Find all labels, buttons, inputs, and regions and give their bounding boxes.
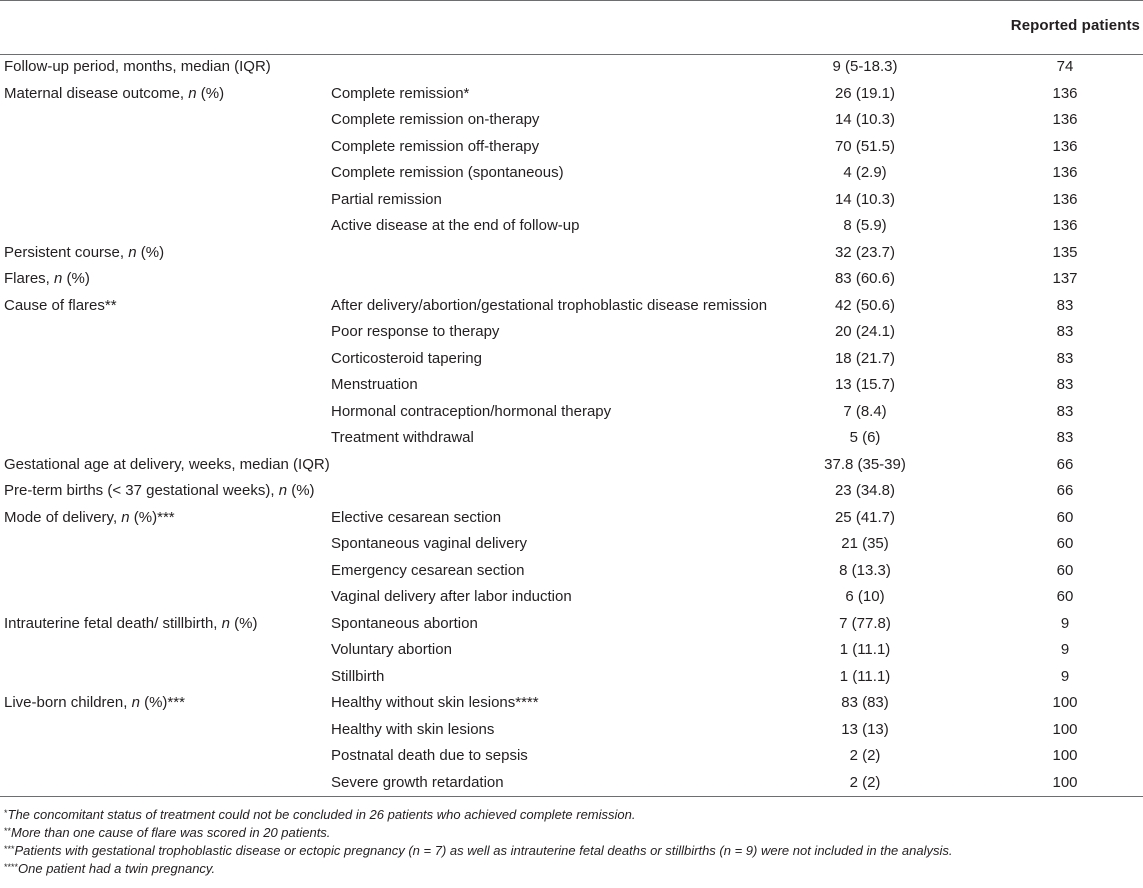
table-row: [0, 346, 1143, 373]
cell-reported-patients: 100: [1052, 720, 1078, 738]
table-row: [0, 240, 1143, 267]
table-row: [0, 717, 1143, 744]
characteristic-text: Pre-term births (< 37 gestational weeks),: [4, 482, 279, 499]
cell-reported-patients: 9: [1060, 614, 1070, 632]
cell-subcategory: Partial remission: [331, 190, 442, 208]
cell-reported-patients: 9: [1060, 641, 1070, 658]
table-row: [0, 690, 1143, 717]
table-row: [0, 319, 1143, 346]
characteristic-text: Cause of flares**: [4, 296, 117, 314]
table-row: [0, 399, 1143, 426]
cell-subcategory: Complete remission*: [331, 84, 470, 102]
characteristic-italic-n: n: [121, 508, 130, 526]
table-bottom-rule: [0, 796, 1143, 797]
footnote-mark: *: [4, 808, 8, 818]
characteristic-suffix: (%): [196, 84, 225, 102]
characteristic-text: Intrauterine fetal death/ stillbirth,: [4, 614, 222, 632]
cell-reported-patients: 83: [1056, 402, 1074, 420]
cell-reported-patients: 60: [1056, 535, 1074, 552]
cell-value: 1 (11.1): [839, 641, 891, 658]
cell-subcategory: Menstruation: [331, 376, 418, 393]
cell-reported-patients: 66: [1056, 455, 1074, 473]
cell-reported-patients: 136: [1052, 84, 1078, 102]
cell-value: 25 (41.7): [834, 508, 896, 526]
cell-value: 13 (15.7): [834, 376, 896, 393]
table-row: [0, 134, 1143, 161]
table-row: [0, 452, 1143, 479]
cell-value: 13 (13): [841, 720, 889, 738]
table-row: [0, 213, 1143, 240]
cell-subcategory: Postnatal death due to sepsis: [331, 747, 528, 764]
footnote-text: The concomitant status of treatment could not be concluded in 26 patients who achieved complete remission.: [7, 807, 636, 822]
characteristic-suffix: (%)***: [139, 694, 185, 711]
cell-value: 23 (34.8): [834, 482, 896, 499]
cell-reported-patients: 100: [1052, 694, 1078, 711]
characteristic-italic-n: n: [128, 243, 137, 261]
characteristic-italic-n: n: [188, 84, 197, 102]
characteristic-italic-n: n: [221, 614, 230, 632]
cell-value: 83 (60.6): [834, 270, 896, 287]
cell-subcategory: Hormonal contraception/hormonal therapy: [331, 402, 612, 420]
cell-characteristic: [4, 478, 315, 505]
cell-value: 2 (2): [849, 773, 881, 791]
footnote-text: One patient had a twin pregnancy.: [18, 861, 216, 876]
cell-reported-patients: 74: [1056, 58, 1074, 75]
table-row: [0, 505, 1143, 532]
table-row: [0, 637, 1143, 664]
cell-subcategory: Treatment withdrawal: [331, 429, 474, 446]
cell-reported-patients: 60: [1056, 508, 1074, 526]
table-row: [0, 293, 1143, 320]
table-row: [0, 478, 1143, 505]
footnote-text: More than one cause of flare was scored in 20 patients.: [11, 825, 331, 840]
cell-value: 83 (83): [841, 694, 889, 711]
cell-reported-patients: 60: [1056, 588, 1074, 605]
cell-subcategory: Vaginal delivery after labor induction: [331, 588, 572, 605]
cell-value: 18 (21.7): [834, 349, 896, 367]
cell-value: 9 (5-18.3): [832, 58, 898, 75]
cell-subcategory: Emergency cesarean section: [331, 561, 525, 579]
cell-reported-patients: 136: [1052, 137, 1078, 155]
table-row: [0, 81, 1143, 108]
table-row: [0, 372, 1143, 399]
cell-subcategory: Healthy with skin lesions: [331, 720, 495, 738]
cell-reported-patients: 66: [1056, 482, 1074, 499]
cell-subcategory: Poor response to therapy: [331, 323, 500, 340]
table-footnotes: [4, 806, 1139, 878]
characteristic-text: Maternal disease outcome,: [4, 84, 189, 102]
cell-characteristic: [4, 240, 164, 267]
cell-subcategory: Stillbirth: [331, 667, 385, 685]
table-row: [0, 425, 1143, 452]
characteristic-suffix: (%): [62, 270, 90, 287]
cell-subcategory: Voluntary abortion: [331, 641, 452, 658]
cell-value: 14 (10.3): [834, 190, 896, 208]
cell-reported-patients: 60: [1056, 561, 1074, 579]
cell-reported-patients: 136: [1052, 217, 1078, 234]
cell-subcategory: After delivery/abortion/gestational trophoblastic disease remission: [331, 296, 768, 314]
table-row: [0, 160, 1143, 187]
footnote-text: Patients with gestational trophoblastic disease or ectopic pregnancy (n = 7) as well as intrauterine fetal deaths or stillbirths (n = 9) were not included in the analysis.: [14, 843, 953, 858]
cell-reported-patients: 136: [1052, 190, 1078, 208]
cell-value: 20 (24.1): [834, 323, 896, 340]
characteristic-suffix: (%)***: [129, 508, 175, 526]
cell-subcategory: Active disease at the end of follow-up: [331, 217, 580, 234]
cell-reported-patients: 137: [1052, 270, 1078, 287]
cell-reported-patients: 135: [1052, 243, 1078, 261]
table-row: [0, 187, 1143, 214]
cell-value: 5 (6): [849, 429, 881, 446]
cell-value: 32 (23.7): [834, 243, 896, 261]
table-row: [0, 664, 1143, 691]
characteristic-italic-n: n: [131, 694, 140, 711]
characteristic-suffix: (%): [136, 243, 165, 261]
cell-subcategory: Spontaneous vaginal delivery: [331, 535, 527, 552]
cell-value: 4 (2.9): [843, 164, 887, 181]
table-row: [0, 531, 1143, 558]
characteristic-text: Flares,: [4, 270, 55, 287]
footnote: [4, 824, 1139, 842]
cell-value: 1 (11.1): [839, 667, 891, 685]
cell-subcategory: Severe growth retardation: [331, 773, 504, 791]
characteristic-text: Persistent course,: [4, 243, 129, 261]
cell-reported-patients: 100: [1052, 773, 1078, 791]
cell-reported-patients: 136: [1052, 164, 1078, 181]
cell-value: 14 (10.3): [834, 111, 896, 128]
table-row: [0, 54, 1143, 81]
characteristic-text: Follow-up period, months, median (IQR): [4, 58, 271, 75]
characteristic-text: Live-born children,: [4, 694, 132, 711]
cell-subcategory: Spontaneous abortion: [331, 614, 478, 632]
cell-characteristic: [4, 293, 117, 320]
table-row: [0, 558, 1143, 585]
cell-reported-patients: 83: [1056, 429, 1074, 446]
table-body: [0, 54, 1143, 796]
cell-subcategory: Complete remission on-therapy: [331, 111, 540, 128]
cell-subcategory: Healthy without skin lesions****: [331, 694, 539, 711]
cell-reported-patients: 9: [1060, 667, 1070, 685]
table-row: [0, 584, 1143, 611]
footnote: [4, 806, 1139, 824]
cell-value: 7 (8.4): [843, 402, 887, 420]
cell-reported-patients: 83: [1056, 376, 1074, 393]
cell-value: 8 (5.9): [843, 217, 887, 234]
cell-value: 8 (13.3): [839, 561, 891, 579]
cell-value: 26 (19.1): [834, 84, 896, 102]
cell-subcategory: Corticosteroid tapering: [331, 349, 482, 367]
cell-characteristic: [4, 611, 257, 638]
footnote-mark: ***: [4, 844, 15, 854]
cell-value: 70 (51.5): [834, 137, 896, 155]
table-row: [0, 743, 1143, 770]
cell-characteristic: [4, 266, 90, 293]
cell-characteristic: [4, 505, 175, 532]
cell-reported-patients: 136: [1052, 111, 1078, 128]
cell-subcategory: Elective cesarean section: [331, 508, 502, 526]
cell-characteristic: [4, 452, 330, 479]
footnote-mark: ****: [4, 862, 19, 872]
table-row: [0, 107, 1143, 134]
cell-value: 7 (77.8): [839, 614, 891, 632]
cell-value: 2 (2): [849, 747, 881, 764]
characteristic-suffix: (%): [229, 614, 258, 632]
cell-reported-patients: 100: [1052, 747, 1078, 764]
characteristic-suffix: (%): [287, 482, 315, 499]
cell-value: 21 (35): [841, 535, 889, 552]
table-row: [0, 770, 1143, 797]
cell-reported-patients: 83: [1056, 296, 1074, 314]
cell-characteristic: [4, 81, 224, 108]
cell-value: 37.8 (35-39): [824, 455, 906, 473]
cell-characteristic: [4, 690, 185, 717]
cell-value: 6 (10): [845, 588, 885, 605]
characteristic-italic-n: n: [278, 482, 288, 499]
characteristic-text: Gestational age at delivery, weeks, median (IQR): [4, 455, 330, 473]
table-header-row: [0, 0, 1143, 54]
cell-value: 42 (50.6): [834, 296, 896, 314]
table-row: [0, 266, 1143, 293]
header-reported-patients: Reported patients: [1010, 17, 1140, 34]
footnote: [4, 860, 1139, 878]
characteristic-italic-n: n: [54, 270, 63, 287]
footnote: [4, 842, 1139, 860]
cell-subcategory: Complete remission (spontaneous): [331, 164, 564, 181]
cell-reported-patients: 83: [1056, 323, 1074, 340]
footnote-mark: **: [4, 826, 12, 836]
table-row: [0, 611, 1143, 638]
cell-characteristic: [4, 54, 271, 81]
characteristic-text: Mode of delivery,: [4, 508, 122, 526]
cell-reported-patients: 83: [1056, 349, 1074, 367]
cell-subcategory: Complete remission off-therapy: [331, 137, 540, 155]
